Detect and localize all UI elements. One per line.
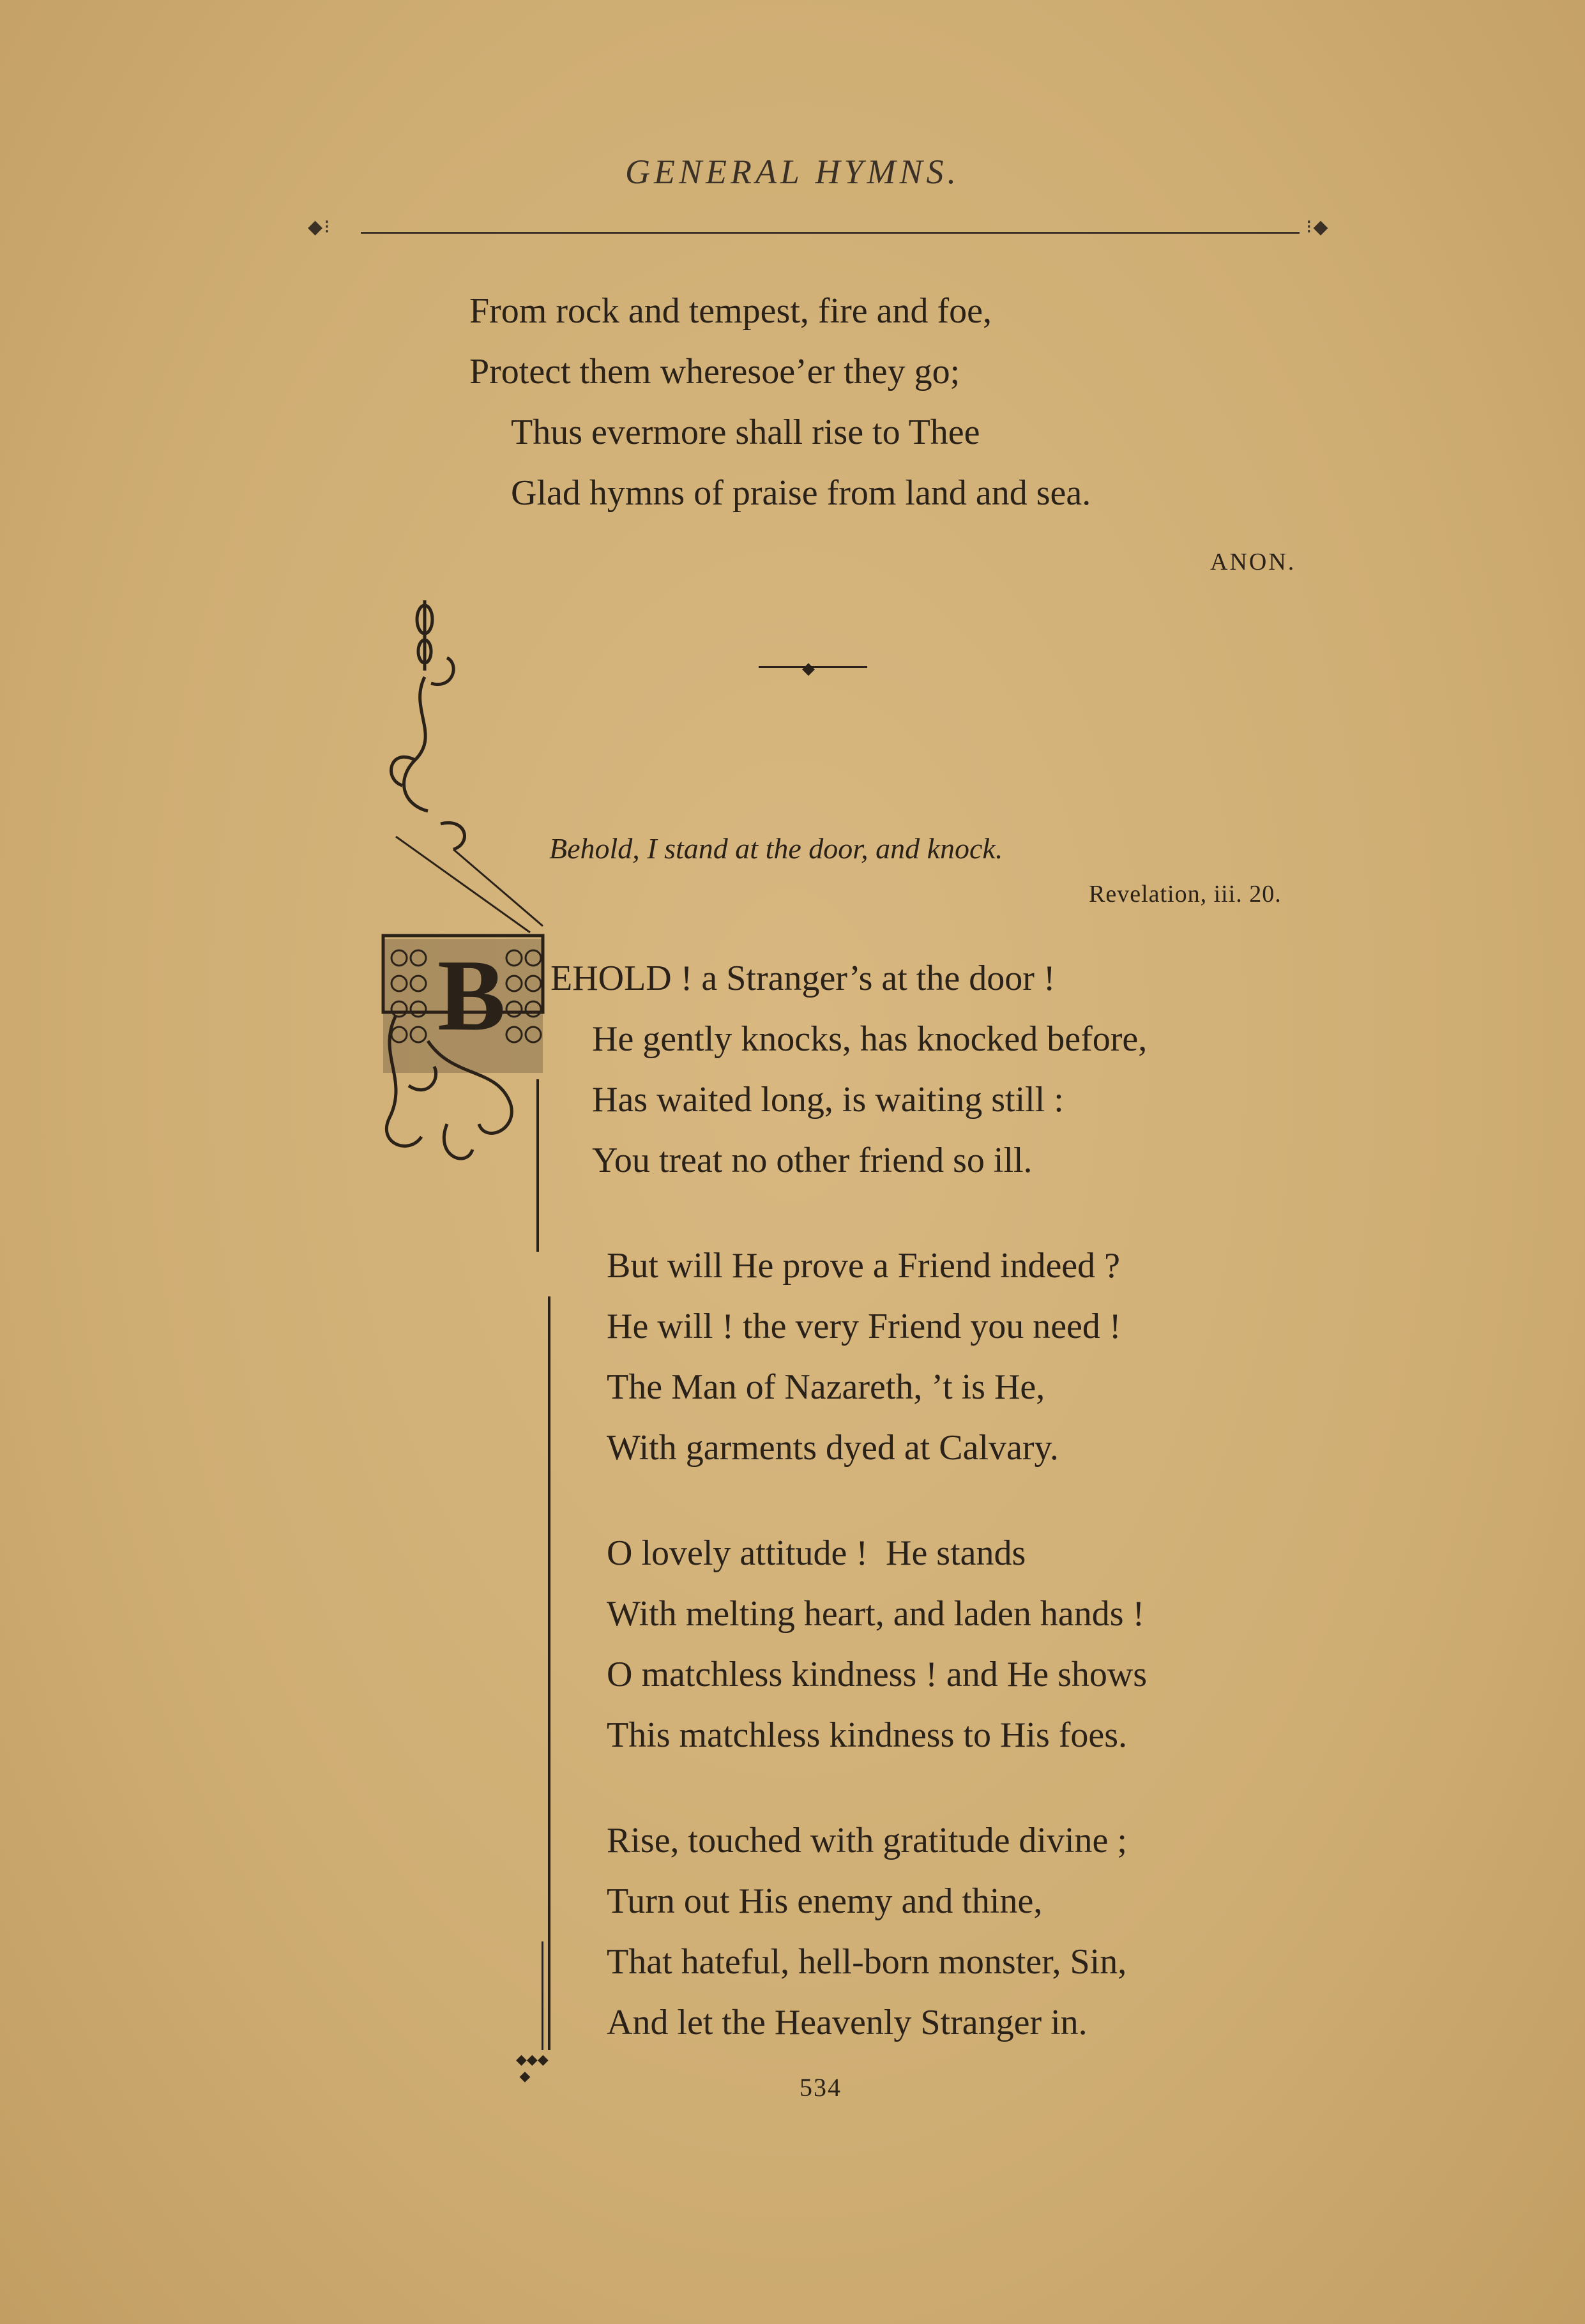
stanza4-line-4: And let the Heavenly Stranger in. bbox=[607, 2003, 1088, 2042]
stanza3-line-3: O matchless kindness ! and He shows bbox=[607, 1655, 1148, 1694]
hymn1-line-2: Protect them wheresoe’er they go; bbox=[469, 352, 960, 391]
epigraph: Behold, I stand at the door, and knock. bbox=[549, 832, 1003, 865]
rule-ornament-right: ⁝◆ bbox=[1306, 216, 1330, 238]
stanza3-line-1: O lovely attitude ! He stands bbox=[607, 1533, 1026, 1573]
section-separator: ◆ bbox=[759, 658, 867, 677]
hymn1-line-3: Thus evermore shall rise to Thee bbox=[511, 413, 980, 452]
side-rule-inner bbox=[542, 1941, 543, 2050]
stanza4-line-2: Turn out His enemy and thine, bbox=[607, 1881, 1043, 1921]
scripture-reference: Revelation, iii. 20. bbox=[1089, 881, 1282, 908]
side-rule-ornament: ◆◆◆ ◆ bbox=[516, 2051, 549, 2084]
stanza3-line-2: With melting heart, and laden hands ! bbox=[607, 1594, 1145, 1634]
stanza4-line-3: That hateful, hell-born monster, Sin, bbox=[607, 1942, 1127, 1982]
stanza1-line-3: Has waited long, is waiting still : bbox=[592, 1080, 1064, 1120]
page-number: 534 bbox=[800, 2073, 842, 2102]
stanza1-line-2: He gently knocks, has knocked before, bbox=[592, 1019, 1148, 1059]
drop-cap-letter: B bbox=[437, 938, 506, 1052]
stanza2-line-3: The Man of Nazareth, ’t is He, bbox=[607, 1367, 1045, 1407]
stanza1-line-1: EHOLD ! a Stranger’s at the door ! bbox=[550, 959, 1056, 998]
stanza2-line-4: With garments dyed at Calvary. bbox=[607, 1428, 1059, 1468]
running-head: GENERAL HYMNS. bbox=[625, 153, 960, 191]
header-rule bbox=[361, 232, 1300, 234]
stanza3-line-4: This matchless kindness to His foes. bbox=[607, 1715, 1128, 1755]
hymn1-line-1: From rock and tempest, fire and foe, bbox=[469, 291, 992, 331]
stanza2-line-1: But will He prove a Friend indeed ? bbox=[607, 1246, 1121, 1286]
hymn1-line-4: Glad hymns of praise from land and sea. bbox=[511, 473, 1091, 513]
hymn1-attribution: ANON. bbox=[1210, 549, 1296, 575]
side-rule bbox=[548, 1296, 550, 2050]
stanza4-line-1: Rise, touched with gratitude divine ; bbox=[607, 1821, 1127, 1860]
rule-ornament-left: ◆⁝ bbox=[308, 216, 331, 238]
stanza1-line-4: You treat no other friend so ill. bbox=[592, 1141, 1033, 1180]
decorative-initial-ornament bbox=[370, 594, 556, 1252]
stanza2-line-2: He will ! the very Friend you need ! bbox=[607, 1307, 1121, 1346]
